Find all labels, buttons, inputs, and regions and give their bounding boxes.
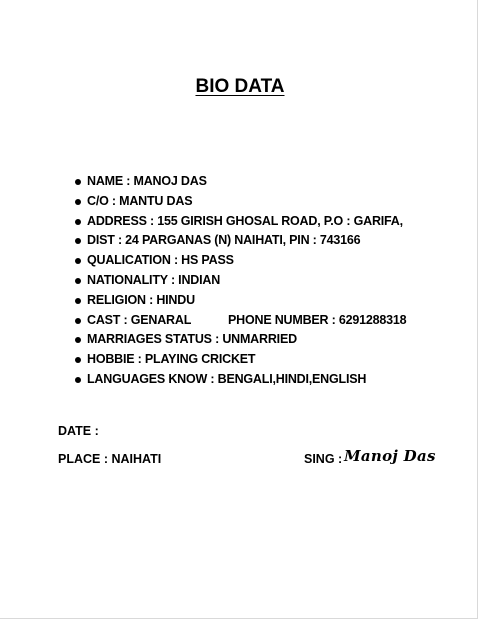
list-item-languages (70, 370, 403, 390)
list-item-marital-status (70, 330, 403, 350)
field-care-of: C/O : MANTU DAS (87, 193, 193, 208)
list-item-nationality (70, 271, 403, 291)
field-address: ADDRESS : 155 GIRISH GHOSAL ROAD, P.O : GARIFA, (87, 213, 403, 228)
field-district: DIST : 24 PARGANAS (N) NAIHATI, PIN : 743166 (87, 233, 361, 248)
bullet-icon (75, 219, 81, 225)
field-name: NAME : MANOJ DAS (87, 174, 207, 188)
bullet-icon (75, 258, 81, 264)
bullet-icon (75, 357, 81, 363)
list-item-religion (70, 291, 403, 311)
field-cast: CAST : GENARAL (87, 312, 192, 327)
list-item-qualification (70, 251, 403, 271)
bullet-icon (75, 318, 81, 324)
document-title (0, 76, 480, 98)
bullet-icon (75, 179, 81, 185)
place-label: PLACE : NAIHATI (58, 452, 162, 466)
bio-field-list (70, 172, 407, 390)
list-item-care-of (70, 192, 403, 212)
field-nationality: NATIONALITY : INDIAN (87, 272, 221, 287)
field-qualification: QUALICATION : HS PASS (87, 253, 234, 268)
date-label: DATE : (58, 424, 99, 438)
field-hobby: HOBBIE : PLAYING CRICKET (87, 352, 256, 367)
list-item-name (70, 172, 403, 192)
list-item-district (70, 231, 403, 251)
signature-label: SING : (304, 452, 343, 466)
field-phone: PHONE NUMBER : 6291288318 (228, 312, 407, 327)
list-item-cast (70, 311, 407, 331)
bullet-icon (75, 238, 81, 244)
list-item-address (70, 212, 403, 232)
bullet-icon (75, 337, 81, 343)
handwritten-signature: Manoj Das (344, 447, 436, 465)
bullet-icon (75, 377, 81, 383)
bullet-icon (75, 199, 81, 205)
bullet-icon (75, 298, 81, 304)
field-marital-status: MARRIAGES STATUS : UNMARRIED (87, 332, 297, 347)
list-item-hobby (70, 350, 403, 370)
title-text: BIO DATA (195, 76, 285, 97)
bullet-icon (75, 278, 81, 284)
field-languages: LANGUAGES KNOW : BENGALI,HINDI,ENGLISH (87, 371, 367, 386)
field-religion: RELIGION : HINDU (87, 292, 195, 307)
